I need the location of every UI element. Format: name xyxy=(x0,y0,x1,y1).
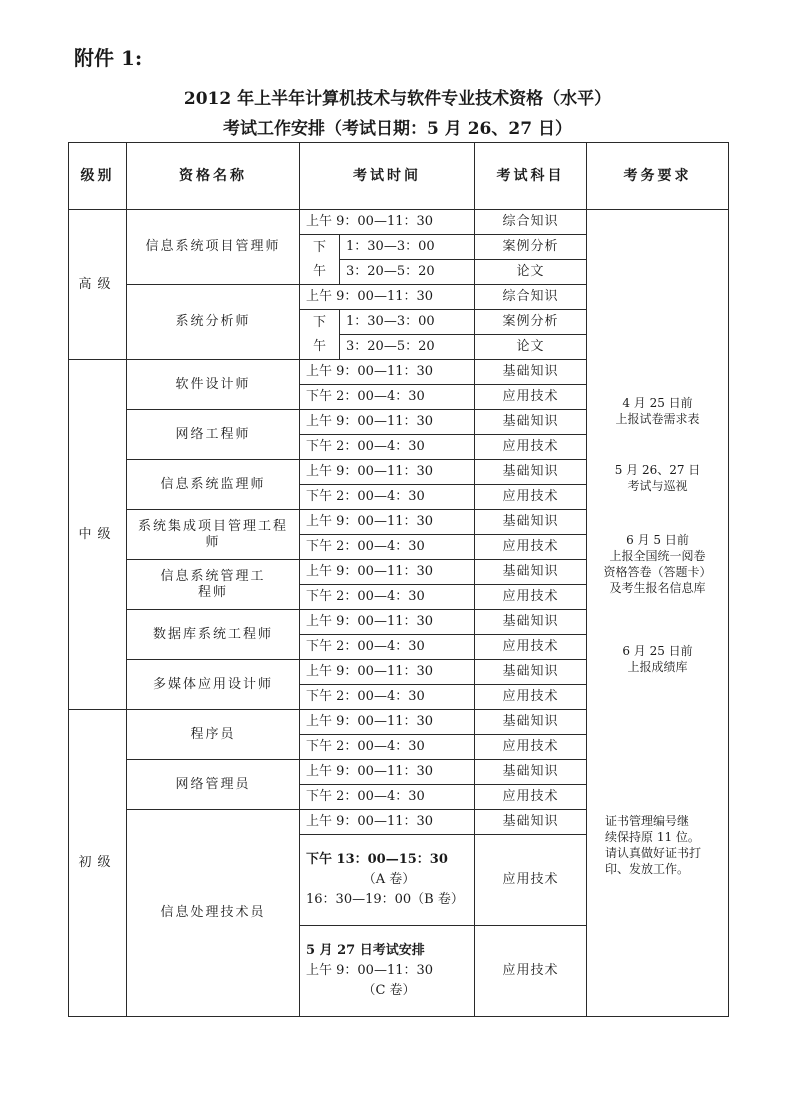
exam-subject: 应用技术 xyxy=(475,435,587,460)
qual-name: 信息系统项目管理师 xyxy=(127,210,300,285)
exam-time: 上午 9：00—11：30 xyxy=(300,510,475,535)
exam-time: 上午 9：00—11：30 xyxy=(300,710,475,735)
qual-name: 网络工程师 xyxy=(127,410,300,460)
requirement-note xyxy=(587,462,728,494)
exam-subject: 应用技术 xyxy=(475,535,587,560)
document-subtitle: 考试工作安排（考试日期：5 月 26、27 日） xyxy=(223,119,572,139)
exam-time: 下午 2：00—4：30 xyxy=(300,435,475,460)
exam-subject: 基础知识 xyxy=(475,810,587,835)
exam-subject: 基础知识 xyxy=(475,360,587,385)
qual-name: 系统分析师 xyxy=(127,285,300,360)
exam-time-block xyxy=(300,926,475,1017)
exam-time: 下午 2：00—4：30 xyxy=(300,685,475,710)
note-line: 6 月 25 日前 xyxy=(622,644,693,658)
exam-time: 下午 2：00—4：30 xyxy=(300,735,475,760)
note-line: 6 月 5 日前 xyxy=(626,533,689,547)
exam-schedule-table xyxy=(68,142,729,1017)
header-requirements: 考务要求 xyxy=(587,143,729,210)
level-junior: 初级 xyxy=(69,710,127,1017)
exam-time: 上午 9：00—11：30 xyxy=(300,760,475,785)
exam-subject: 基础知识 xyxy=(475,460,587,485)
exam-time: 3：20—5：20 xyxy=(340,335,475,360)
exam-time: 上午 9：00—11：30 xyxy=(300,660,475,685)
attachment-label: 附件 1: xyxy=(74,46,143,70)
header-time: 考试时间 xyxy=(300,143,475,210)
exam-subject: 论文 xyxy=(475,335,587,360)
exam-subject: 综合知识 xyxy=(475,285,587,310)
exam-subject: 应用技术 xyxy=(475,585,587,610)
exam-subject: 应用技术 xyxy=(475,385,587,410)
qual-name: 数据库系统工程师 xyxy=(127,610,300,660)
requirement-note xyxy=(587,643,728,675)
requirement-note xyxy=(587,532,728,596)
qual-name: 软件设计师 xyxy=(127,360,300,410)
exam-subject: 案例分析 xyxy=(475,235,587,260)
exam-subject: 论文 xyxy=(475,260,587,285)
note-line: 及考生报名信息库 xyxy=(609,581,706,595)
exam-subject: 应用技术 xyxy=(475,685,587,710)
exam-time: 下午 2：00—4：30 xyxy=(300,485,475,510)
table-header-row xyxy=(69,143,729,210)
exam-time: 上午 9：00—11：30 xyxy=(300,210,475,235)
exam-time-block xyxy=(300,835,475,926)
exam-time: 下午 2：00—4：30 xyxy=(300,585,475,610)
exam-subject: 案例分析 xyxy=(475,310,587,335)
exam-time: 上午 9：00—11：30 xyxy=(300,560,475,585)
exam-subject: 应用技术 xyxy=(475,835,587,926)
exam-time: 上午 9：00—11：30 xyxy=(300,610,475,635)
exam-time: 下午 2：00—4：30 xyxy=(300,785,475,810)
exam-subject: 基础知识 xyxy=(475,660,587,685)
document-title: 2012 年上半年计算机技术与软件专业技术资格（水平） xyxy=(183,89,612,109)
pm-label xyxy=(300,235,340,285)
exam-time: 1：30—3：00 xyxy=(340,310,475,335)
qual-name: 程序员 xyxy=(127,710,300,760)
pm-label-char: 下 xyxy=(312,314,326,330)
level-senior: 高级 xyxy=(69,210,127,360)
note-line: 印、发放工作。 xyxy=(605,862,690,876)
note-line: 5 月 26、27 日 xyxy=(614,463,701,477)
time-line: 5 月 27 日考试安排 xyxy=(306,943,425,958)
note-line: 4 月 25 日前 xyxy=(622,396,693,410)
pm-label-char: 午 xyxy=(312,263,326,279)
exam-time: 上午 9：00—11：30 xyxy=(300,360,475,385)
exam-subject: 基础知识 xyxy=(475,510,587,535)
exam-subject: 应用技术 xyxy=(475,735,587,760)
exam-time: 1：30—3：00 xyxy=(340,235,475,260)
header-level: 级别 xyxy=(69,143,127,210)
exam-subject: 应用技术 xyxy=(475,785,587,810)
time-line: （A 卷） xyxy=(362,872,416,887)
exam-time: 下午 2：00—4：30 xyxy=(300,535,475,560)
qual-name: 信息系统管理工程师 xyxy=(127,560,300,610)
exam-subject: 基础知识 xyxy=(475,610,587,635)
time-line: 16：30—19：00（B 卷） xyxy=(306,892,464,907)
exam-time: 下午 2：00—4：30 xyxy=(300,635,475,660)
time-line: 上午 9：00—11：30 xyxy=(306,963,434,978)
qual-name: 信息系统监理师 xyxy=(127,460,300,510)
table-row xyxy=(69,210,729,235)
requirements-cell xyxy=(587,210,729,1017)
note-line: 上报成绩库 xyxy=(627,660,688,674)
exam-subject: 应用技术 xyxy=(475,485,587,510)
note-line: 资格答卷（答题卡） xyxy=(603,565,712,579)
exam-time: 上午 9：00—11：30 xyxy=(300,410,475,435)
pm-label-char: 下 xyxy=(312,239,326,255)
exam-subject: 基础知识 xyxy=(475,760,587,785)
note-line: 续保持原 11 位。 xyxy=(605,830,700,844)
exam-time: 上午 9：00—11：30 xyxy=(300,285,475,310)
header-qualification: 资格名称 xyxy=(127,143,300,210)
pm-label xyxy=(300,310,340,360)
level-intermediate: 中级 xyxy=(69,360,127,710)
exam-subject: 基础知识 xyxy=(475,560,587,585)
exam-subject: 综合知识 xyxy=(475,210,587,235)
exam-time: 上午 9：00—11：30 xyxy=(300,460,475,485)
qual-name: 信息处理技术员 xyxy=(127,810,300,1017)
qual-name: 系统集成项目管理工程师 xyxy=(127,510,300,560)
note-line: 证书管理编号继 xyxy=(605,814,690,828)
header-subject: 考试科目 xyxy=(475,143,587,210)
note-line: 上报全国统一阅卷 xyxy=(609,549,706,563)
qual-name: 网络管理员 xyxy=(127,760,300,810)
qual-name: 多媒体应用设计师 xyxy=(127,660,300,710)
note-line: 考试与巡视 xyxy=(627,479,688,493)
exam-time: 上午 9：00—11：30 xyxy=(300,810,475,835)
time-line: 下午 13：00—15：30 xyxy=(306,852,448,867)
exam-subject: 应用技术 xyxy=(475,926,587,1017)
note-line: 上报试卷需求表 xyxy=(615,412,700,426)
pm-label-char: 午 xyxy=(312,338,326,354)
exam-subject: 基础知识 xyxy=(475,410,587,435)
exam-subject: 应用技术 xyxy=(475,635,587,660)
note-line: 请认真做好证书打 xyxy=(605,846,702,860)
exam-time: 3：20—5：20 xyxy=(340,260,475,285)
requirement-note xyxy=(587,813,728,877)
exam-time: 下午 2：00—4：30 xyxy=(300,385,475,410)
time-line: （C 卷） xyxy=(362,983,416,998)
exam-subject: 基础知识 xyxy=(475,710,587,735)
requirement-note xyxy=(587,395,728,427)
